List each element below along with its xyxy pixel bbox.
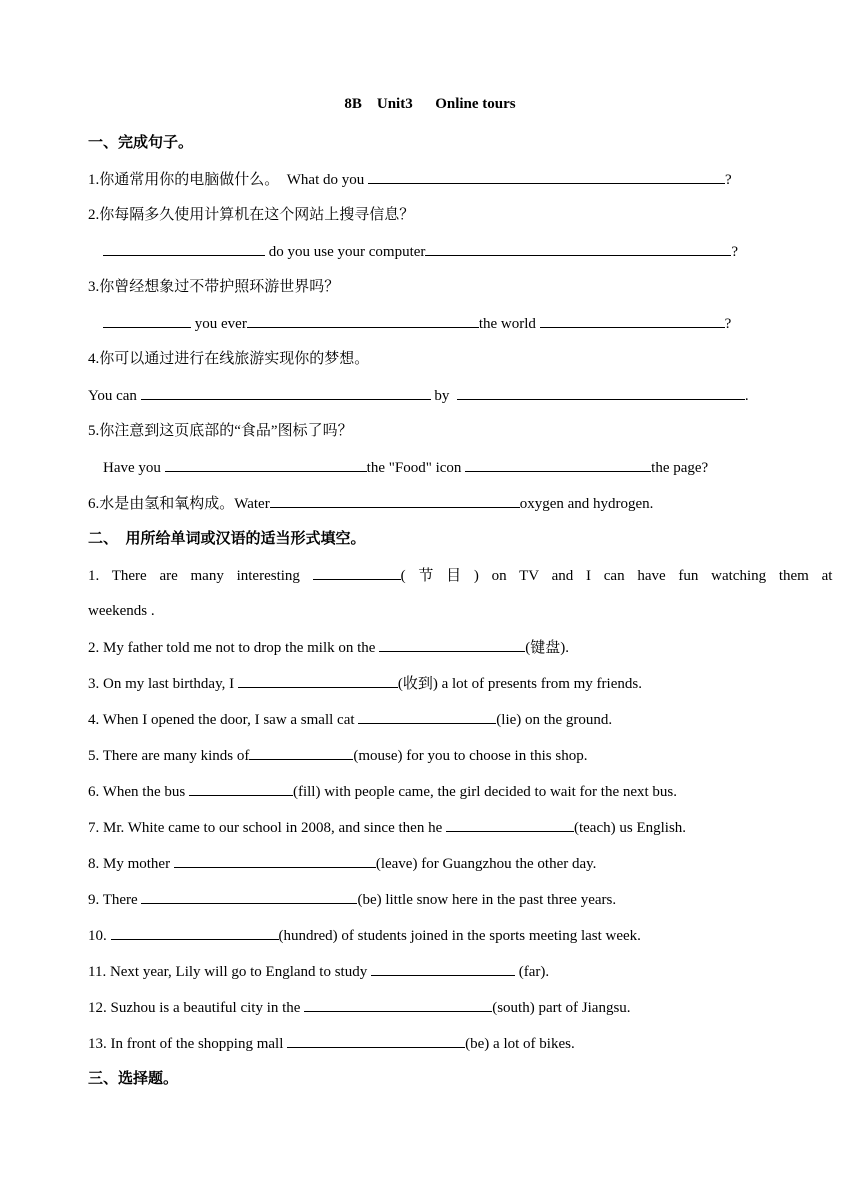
section-heading-1: 一、完成句子。 [88,135,194,151]
fill-item-2: 2. My father told me not to drop the milk on the (键盘). [88,637,776,658]
fill-item-3: 3. On my last birthday, I (收到) a lot of presents from my friends. [88,673,776,694]
section-heading-2: 二、 用所给单词或汉语的适当形式填空。 [88,531,366,547]
sentence-4-prompt: 4.你可以通过进行在线旅游实现你的梦想。 [88,351,370,367]
answer-blank[interactable] [371,961,515,976]
answer-blank[interactable] [368,169,725,184]
fill-item-1: 1. There are many interesting ( 节 目 ) on TV and I can have fun watching them at [88,565,776,586]
answer-blank[interactable] [446,817,574,832]
fill-item-9: 9. There (be) little snow here in the past three years. [88,889,776,910]
answer-blank[interactable] [287,1033,465,1048]
answer-blank[interactable] [465,457,651,472]
answer-blank[interactable] [141,385,431,400]
fill-item-13: 13. In front of the shopping mall (be) a lot of bikes. [88,1033,776,1054]
sentence-5-prompt: 5.你注意到这页底部的“食品”图标了吗？ [88,423,353,439]
fill-item-11: 11. Next year, Lily will go to England to study (far). [88,961,776,982]
fill-item-5: 5. There are many kinds of (mouse) for you to choose in this shop. [88,745,776,766]
fill-item-10: 10. (hundred) of students joined in the sports meeting last week. [88,925,776,946]
answer-blank[interactable] [379,637,525,652]
fill-item-4: 4. When I opened the door, I saw a small cat (lie) on the ground. [88,709,776,730]
sentence-3-prompt: 3.你曾经想象过不带护照环游世界吗？ [88,279,340,295]
answer-blank[interactable] [270,493,520,508]
answer-blank[interactable] [165,457,367,472]
sentence-6: 6.水是由氢和氧构成。Water oxygen and hydrogen. [88,493,776,514]
sentence-2: do you use your computer ? [103,241,791,262]
answer-blank[interactable] [304,997,492,1012]
sentence-3: you ever the world ? [103,313,791,334]
answer-blank[interactable] [425,241,731,256]
fill-item-7: 7. Mr. White came to our school in 2008, and since then he (teach) us English. [88,817,776,838]
sentence-1: 1.你通常用你的电脑做什么。 What do you ? [88,169,776,190]
answer-blank[interactable] [249,745,353,760]
answer-blank[interactable] [358,709,496,724]
answer-blank[interactable] [103,241,265,256]
sentence-5: Have you the "Food" icon the page? [103,457,791,478]
fill-item-1-cont: weekends . [88,603,155,619]
answer-blank[interactable] [111,925,279,940]
answer-blank[interactable] [189,781,293,796]
fill-item-8: 8. My mother (leave) for Guangzhou the other day. [88,853,776,874]
answer-blank[interactable] [457,385,745,400]
sentence-4: You can by . [88,385,776,406]
answer-blank[interactable] [313,565,401,580]
answer-blank[interactable] [141,889,357,904]
fill-item-12: 12. Suzhou is a beautiful city in the (south) part of Jiangsu. [88,997,776,1018]
sentence-2-prompt: 2.你每隔多久使用计算机在这个网站上搜寻信息？ [88,207,415,223]
section-heading-3: 三、选择题。 [88,1071,179,1087]
answer-blank[interactable] [174,853,376,868]
answer-blank[interactable] [247,313,479,328]
fill-item-6: 6. When the bus (fill) with people came, the girl decided to wait for the next bus. [88,781,776,802]
answer-blank[interactable] [540,313,725,328]
answer-blank[interactable] [238,673,398,688]
page-title: 8B Unit3 Online tours [344,96,516,112]
answer-blank[interactable] [103,313,191,328]
